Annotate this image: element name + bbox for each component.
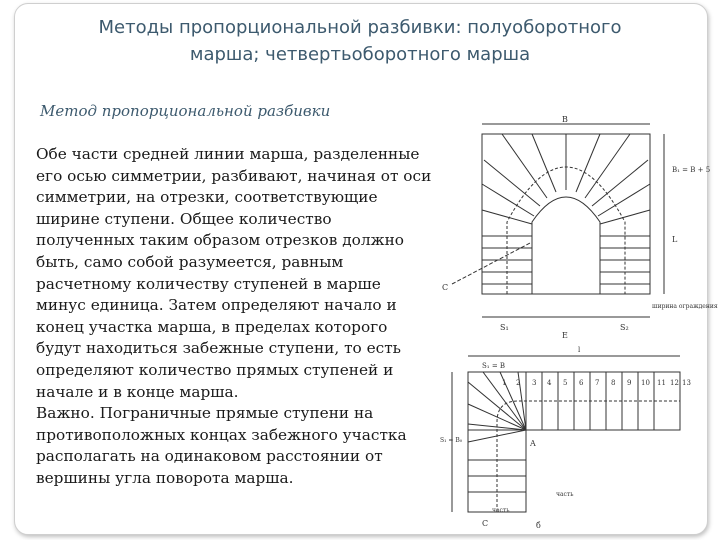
step-number: 6 [579,379,584,387]
step-number: 10 [641,379,650,387]
body-paragraph: Обе части средней линии марша, разделенные его осью симметрии, разбивают, начиная от оси симметрии, на отрезки, соответствующие ширине ступени. Общее количество полученных таким образом отрезков должно быть, само собой разумеется, равным расчетному количеству ступеней в марше минус единица. Затем определяют начало и конец участка марша, в пределах которого будут находиться забежные ступени, то есть определяют количество прямых ступеней и начале и в конце марша. Важно. Пограничные прямые ступени на противоположных концах забежного участка располагать на одинаковом расстоянии от вершины угла поворота марша. [36,145,432,487]
winder-steps [482,134,650,224]
title-line-2: марша; четвертьоборотного марша [189,44,531,65]
label-s2: S₂ [620,323,629,332]
label-bottom: б [536,521,541,530]
label-note: ширина ограждения [652,303,718,310]
label-dim-right: B₁ = B + 5 [672,166,711,174]
half-turn-stair-drawing [432,112,718,340]
step-number: 8 [611,379,616,387]
stair-well [532,197,600,294]
title-line-1: Методы пропорциональной разбивки: полуоборотного [98,17,622,38]
quarter-turn-stair-drawing [438,342,700,532]
label-part-left: часть [492,507,510,514]
slide-title [60,14,660,68]
label-a: A [530,439,536,448]
step-numbers [502,379,691,387]
step-number: 12 [670,379,679,387]
label-s1: S₁ [500,323,509,332]
label-b: B [562,115,568,124]
step-number: 13 [682,379,691,387]
step-number: 4 [547,379,552,387]
step-number: 7 [595,379,600,387]
slide-subtitle: Метод пропорциональной разбивки [40,102,331,120]
label-part-right: часть [556,491,574,498]
label-left-dim: S₁ = B₀ [440,437,463,444]
step-number: 1 [502,379,507,387]
step-number: 9 [627,379,632,387]
step-number: 3 [532,379,537,387]
label-c-quarter: C [482,519,489,528]
step-number: 5 [563,379,568,387]
step-number: 2 [516,379,521,387]
label-s1-quarter: S₁ = B [482,362,506,370]
label-e: E [562,331,568,340]
label-c: C [442,283,449,292]
step-number: 11 [657,379,666,387]
label-top-dim: l [578,346,581,354]
label-l: L [672,235,678,244]
